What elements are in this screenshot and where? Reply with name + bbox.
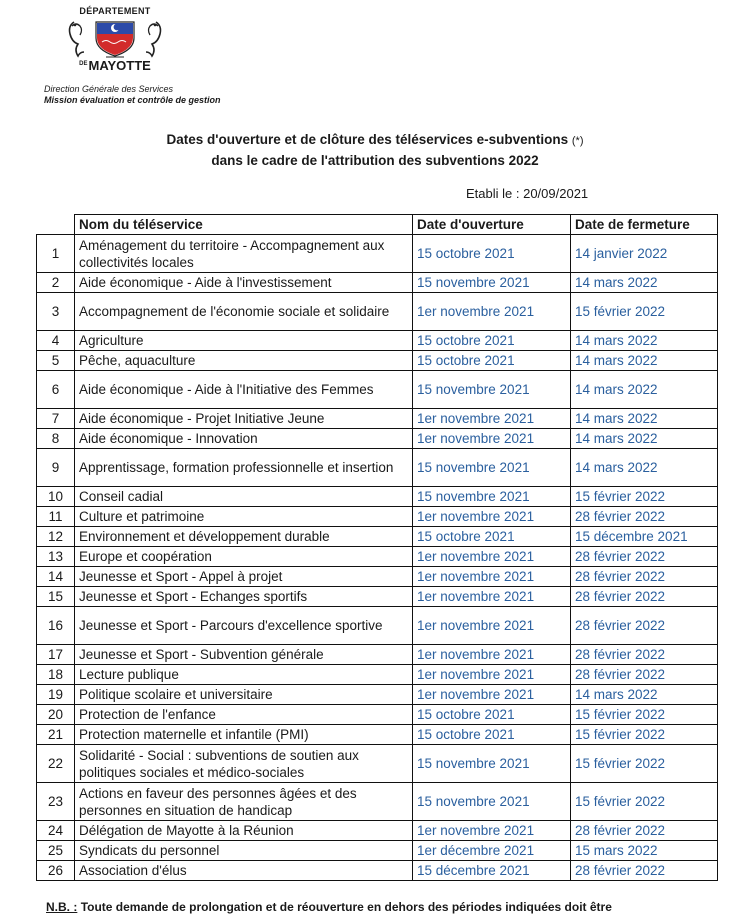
row-teleservice-name: Jeunesse et Sport - Parcours d'excellence sportive xyxy=(75,607,413,645)
row-close-date: 28 février 2022 xyxy=(571,821,718,841)
row-close-date: 28 février 2022 xyxy=(571,507,718,527)
row-teleservice-name: Apprentissage, formation professionnelle et insertion xyxy=(75,449,413,487)
footnote-text: Toute demande de prolongation et de réouverture en dehors des périodes indiquées doit être xyxy=(80,900,612,914)
row-teleservice-name: Environnement et développement durable xyxy=(75,527,413,547)
document-title xyxy=(0,130,750,170)
row-close-date: 15 février 2022 xyxy=(571,293,718,331)
row-teleservice-name: Europe et coopération xyxy=(75,547,413,567)
table-row xyxy=(37,665,718,685)
row-close-date: 14 mars 2022 xyxy=(571,273,718,293)
teleservice-table xyxy=(36,214,718,881)
row-close-date: 28 février 2022 xyxy=(571,587,718,607)
row-teleservice-name: Accompagnement de l'économie sociale et solidaire xyxy=(75,293,413,331)
row-open-date: 15 octobre 2021 xyxy=(413,725,571,745)
row-open-date: 1er novembre 2021 xyxy=(413,507,571,527)
row-number: 5 xyxy=(37,351,75,371)
row-close-date: 14 mars 2022 xyxy=(571,449,718,487)
row-teleservice-name: Syndicats du personnel xyxy=(75,841,413,861)
row-close-date: 14 mars 2022 xyxy=(571,331,718,351)
row-close-date: 14 mars 2022 xyxy=(571,371,718,409)
table-row xyxy=(37,705,718,725)
footnote xyxy=(46,899,726,915)
row-teleservice-name: Aménagement du territoire - Accompagnement aux collectivités locales xyxy=(75,235,413,273)
row-number: 7 xyxy=(37,409,75,429)
row-teleservice-name: Solidarité - Social : subventions de soutien aux politiques sociales et médico-sociales xyxy=(75,745,413,783)
row-teleservice-name: Conseil cadial xyxy=(75,487,413,507)
row-close-date: 14 mars 2022 xyxy=(571,409,718,429)
title-line-1: Dates d'ouverture et de clôture des téléservices e-subventions xyxy=(166,132,569,147)
row-teleservice-name: Jeunesse et Sport - Appel à projet xyxy=(75,567,413,587)
row-open-date: 15 octobre 2021 xyxy=(413,331,571,351)
row-number: 9 xyxy=(37,449,75,487)
row-teleservice-name: Aide économique - Innovation xyxy=(75,429,413,449)
row-teleservice-name: Délégation de Mayotte à la Réunion xyxy=(75,821,413,841)
row-open-date: 1er novembre 2021 xyxy=(413,685,571,705)
row-number: 8 xyxy=(37,429,75,449)
row-open-date: 1er novembre 2021 xyxy=(413,429,571,449)
row-close-date: 14 mars 2022 xyxy=(571,351,718,371)
header-num xyxy=(37,215,75,235)
header-line-1: Direction Générale des Services xyxy=(44,84,174,94)
row-open-date: 1er novembre 2021 xyxy=(413,547,571,567)
header-open: Date d'ouverture xyxy=(413,215,571,235)
table-row xyxy=(37,821,718,841)
row-close-date: 28 février 2022 xyxy=(571,645,718,665)
row-number: 21 xyxy=(37,725,75,745)
table-row xyxy=(37,429,718,449)
row-teleservice-name: Aide économique - Projet Initiative Jeune xyxy=(75,409,413,429)
row-number: 22 xyxy=(37,745,75,783)
row-open-date: 1er décembre 2021 xyxy=(413,841,571,861)
row-close-date: 14 mars 2022 xyxy=(571,429,718,449)
header-line-2: Mission évaluation et contrôle de gestion xyxy=(44,95,221,105)
header-name: Nom du téléservice xyxy=(75,215,413,235)
row-open-date: 15 novembre 2021 xyxy=(413,487,571,507)
footnote-label: N.B. : xyxy=(46,900,78,914)
row-close-date: 15 mars 2022 xyxy=(571,841,718,861)
row-teleservice-name: Protection de l'enfance xyxy=(75,705,413,725)
row-close-date: 15 février 2022 xyxy=(571,725,718,745)
row-number: 6 xyxy=(37,371,75,409)
row-number: 17 xyxy=(37,645,75,665)
table-row xyxy=(37,587,718,607)
department-logo xyxy=(60,6,190,73)
row-teleservice-name: Association d'élus xyxy=(75,861,413,881)
row-close-date: 28 février 2022 xyxy=(571,665,718,685)
row-teleservice-name: Lecture publique xyxy=(75,665,413,685)
row-number: 3 xyxy=(37,293,75,331)
row-number: 18 xyxy=(37,665,75,685)
table-row xyxy=(37,351,718,371)
header-close: Date de fermeture xyxy=(571,215,718,235)
row-open-date: 1er novembre 2021 xyxy=(413,587,571,607)
title-marker: (*) xyxy=(571,135,584,147)
row-teleservice-name: Agriculture xyxy=(75,331,413,351)
row-open-date: 15 novembre 2021 xyxy=(413,273,571,293)
row-open-date: 1er novembre 2021 xyxy=(413,821,571,841)
row-open-date: 15 décembre 2021 xyxy=(413,861,571,881)
row-close-date: 15 février 2022 xyxy=(571,705,718,725)
table-row xyxy=(37,527,718,547)
row-open-date: 15 novembre 2021 xyxy=(413,371,571,409)
row-teleservice-name: Politique scolaire et universitaire xyxy=(75,685,413,705)
table-row xyxy=(37,725,718,745)
row-number: 23 xyxy=(37,783,75,821)
row-close-date: 15 décembre 2021 xyxy=(571,527,718,547)
table-row xyxy=(37,449,718,487)
row-number: 20 xyxy=(37,705,75,725)
row-number: 11 xyxy=(37,507,75,527)
table-row xyxy=(37,861,718,881)
row-open-date: 1er novembre 2021 xyxy=(413,607,571,645)
table-row xyxy=(37,685,718,705)
row-number: 16 xyxy=(37,607,75,645)
row-close-date: 14 mars 2022 xyxy=(571,685,718,705)
table-row xyxy=(37,783,718,821)
row-number: 13 xyxy=(37,547,75,567)
row-close-date: 28 février 2022 xyxy=(571,607,718,645)
row-number: 12 xyxy=(37,527,75,547)
row-number: 14 xyxy=(37,567,75,587)
row-close-date: 28 février 2022 xyxy=(571,547,718,567)
row-close-date: 28 février 2022 xyxy=(571,861,718,881)
row-teleservice-name: Jeunesse et Sport - Echanges sportifs xyxy=(75,587,413,607)
table-row xyxy=(37,235,718,273)
row-open-date: 1er novembre 2021 xyxy=(413,645,571,665)
table-row xyxy=(37,507,718,527)
row-close-date: 15 février 2022 xyxy=(571,783,718,821)
row-open-date: 1er novembre 2021 xyxy=(413,409,571,429)
row-number: 19 xyxy=(37,685,75,705)
row-number: 1 xyxy=(37,235,75,273)
logo-top-text: DÉPARTEMENT xyxy=(79,6,151,16)
table-row xyxy=(37,645,718,665)
row-number: 10 xyxy=(37,487,75,507)
table-row xyxy=(37,547,718,567)
table-row xyxy=(37,487,718,507)
row-teleservice-name: Jeunesse et Sport - Subvention générale xyxy=(75,645,413,665)
row-number: 15 xyxy=(37,587,75,607)
row-number: 4 xyxy=(37,331,75,351)
table-row xyxy=(37,273,718,293)
logo-prefix: DE xyxy=(79,60,88,67)
row-close-date: 15 février 2022 xyxy=(571,745,718,783)
logo-bottom-text xyxy=(60,58,170,73)
row-open-date: 1er novembre 2021 xyxy=(413,665,571,685)
title-line-2: dans le cadre de l'attribution des subventions 2022 xyxy=(211,153,539,168)
row-close-date: 15 février 2022 xyxy=(571,487,718,507)
row-close-date: 28 février 2022 xyxy=(571,567,718,587)
row-teleservice-name: Actions en faveur des personnes âgées et des personnes en situation de handicap xyxy=(75,783,413,821)
row-teleservice-name: Aide économique - Aide à l'Initiative des Femmes xyxy=(75,371,413,409)
row-open-date: 15 novembre 2021 xyxy=(413,745,571,783)
row-open-date: 1er novembre 2021 xyxy=(413,293,571,331)
seahorse-crest-icon xyxy=(60,16,170,60)
table-header-row xyxy=(37,215,718,235)
row-number: 2 xyxy=(37,273,75,293)
row-open-date: 15 octobre 2021 xyxy=(413,235,571,273)
row-close-date: 14 janvier 2022 xyxy=(571,235,718,273)
table-row xyxy=(37,331,718,351)
row-teleservice-name: Protection maternelle et infantile (PMI) xyxy=(75,725,413,745)
established-date: Etabli le : 20/09/2021 xyxy=(466,186,589,201)
row-number: 25 xyxy=(37,841,75,861)
row-teleservice-name: Pêche, aquaculture xyxy=(75,351,413,371)
row-number: 24 xyxy=(37,821,75,841)
row-open-date: 15 octobre 2021 xyxy=(413,527,571,547)
department-header xyxy=(44,84,221,106)
table-row xyxy=(37,293,718,331)
table-row xyxy=(37,371,718,409)
row-teleservice-name: Culture et patrimoine xyxy=(75,507,413,527)
row-open-date: 15 octobre 2021 xyxy=(413,705,571,725)
row-number: 26 xyxy=(37,861,75,881)
row-open-date: 15 octobre 2021 xyxy=(413,351,571,371)
table-row xyxy=(37,567,718,587)
row-open-date: 1er novembre 2021 xyxy=(413,567,571,587)
row-open-date: 15 novembre 2021 xyxy=(413,449,571,487)
row-open-date: 15 novembre 2021 xyxy=(413,783,571,821)
table-row xyxy=(37,607,718,645)
row-teleservice-name: Aide économique - Aide à l'investissement xyxy=(75,273,413,293)
table-row xyxy=(37,745,718,783)
table-row xyxy=(37,409,718,429)
table-row xyxy=(37,841,718,861)
logo-name: MAYOTTE xyxy=(88,58,151,73)
